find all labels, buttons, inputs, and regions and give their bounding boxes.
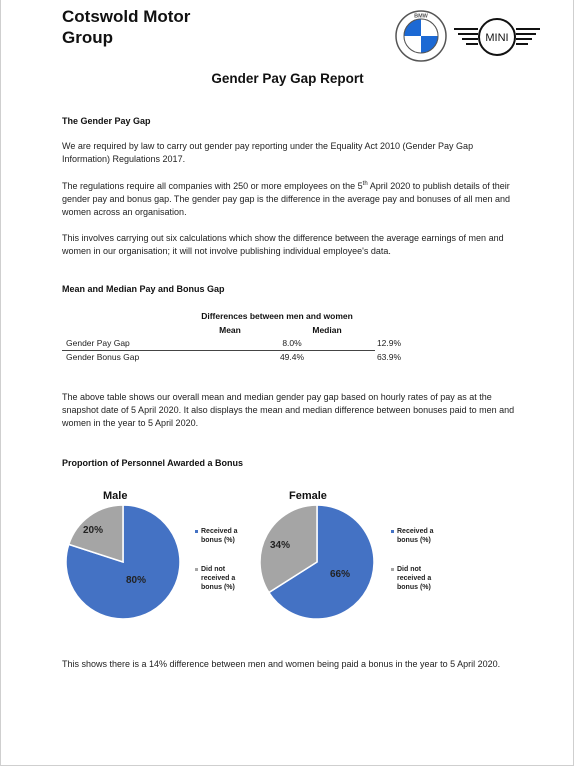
paragraph-2-part-b: April 2020 to publish details of their gender pay and bonus gap. The gender pay gap is the difference in the average pay and bonuses of all men and women across an organisation. [62, 181, 510, 217]
row-mean: 8.0% [282, 338, 302, 348]
bmw-logo-text: BMW [414, 13, 428, 20]
mini-logo [452, 17, 542, 57]
male-pie-chart [65, 504, 181, 620]
legend-line: Received a [397, 528, 434, 535]
paragraph-3: This involves carrying out six calculations which show the difference between the average earnings of men and women in our organisation; it will not involve publishing individual employee's data. [62, 233, 504, 256]
legend-swatch-received [195, 530, 198, 533]
legend-line: bonus (%) [397, 584, 431, 591]
legend-line: bonus (%) [397, 537, 431, 544]
male-legend-received [201, 527, 238, 545]
legend-line: Did not [201, 566, 226, 573]
legend-swatch-received [391, 530, 394, 533]
female-not-received-label: 34% [270, 540, 291, 551]
legend-line: received a [201, 575, 236, 582]
row-label: Gender Bonus Gap [66, 352, 140, 362]
female-received-label: 66% [330, 569, 351, 580]
bmw-logo [395, 10, 447, 62]
male-received-label: 80% [126, 575, 147, 586]
female-pie-chart [259, 504, 375, 620]
table-caption: Differences between men and women [201, 311, 353, 321]
male-legend-not-received [201, 565, 235, 592]
legend-line: Received a [201, 528, 238, 535]
table-row [62, 352, 402, 365]
paragraph-4: The above table shows our overall mean and median gender pay gap based on hourly rates of pay as at the snapshot date of 5 April 2020. It also displays the mean and median difference between bonuses paid to men and women in the year to 5 April 2020. [62, 392, 515, 428]
page-title: Gender Pay Gap Report [211, 71, 364, 86]
row-mean: 49.4% [279, 352, 305, 362]
table-header-mean: Mean [219, 325, 241, 335]
company-name: Cotswold Motor Group [62, 7, 191, 47]
male-not-received-label: 20% [83, 525, 104, 536]
paragraph-1: We are required by law to carry out gender pay reporting under the Equality Act 2010 (Gender Pay Gap Information) Regulations 2017. [62, 141, 474, 164]
mini-logo-text: MINI [485, 32, 509, 44]
legend-line: bonus (%) [201, 584, 235, 591]
legend-line: bonus (%) [201, 537, 235, 544]
bonus-proportion-heading: Proportion of Personnel Awarded a Bonus [62, 458, 244, 468]
legend-swatch-not-received [391, 568, 394, 571]
female-legend-received [397, 527, 434, 545]
mean-median-heading: Mean and Median Pay and Bonus Gap [62, 284, 225, 294]
gender-pay-gap-heading: The Gender Pay Gap [62, 116, 151, 126]
legend-line: received a [397, 575, 432, 582]
paragraph-5: This shows there is a 14% difference between men and women being paid a bonus in the year to 5 April 2020. [62, 659, 501, 669]
legend-line: Did not [397, 566, 422, 573]
paragraph-2-part-a: The regulations require all companies with 250 or more employees on the 5 [62, 181, 363, 191]
legend-swatch-not-received [195, 568, 198, 571]
paragraph-2 [62, 180, 522, 219]
female-chart-title: Female [289, 490, 327, 502]
female-legend-not-received [397, 565, 431, 592]
row-median: 12.9% [376, 338, 402, 348]
table-divider [62, 350, 375, 351]
male-chart-title: Male [103, 490, 128, 502]
paragraph-2-superscript: th [362, 181, 368, 187]
row-median: 63.9% [376, 352, 402, 362]
row-label: Gender Pay Gap [66, 338, 130, 348]
table-header-median: Median [312, 325, 342, 335]
